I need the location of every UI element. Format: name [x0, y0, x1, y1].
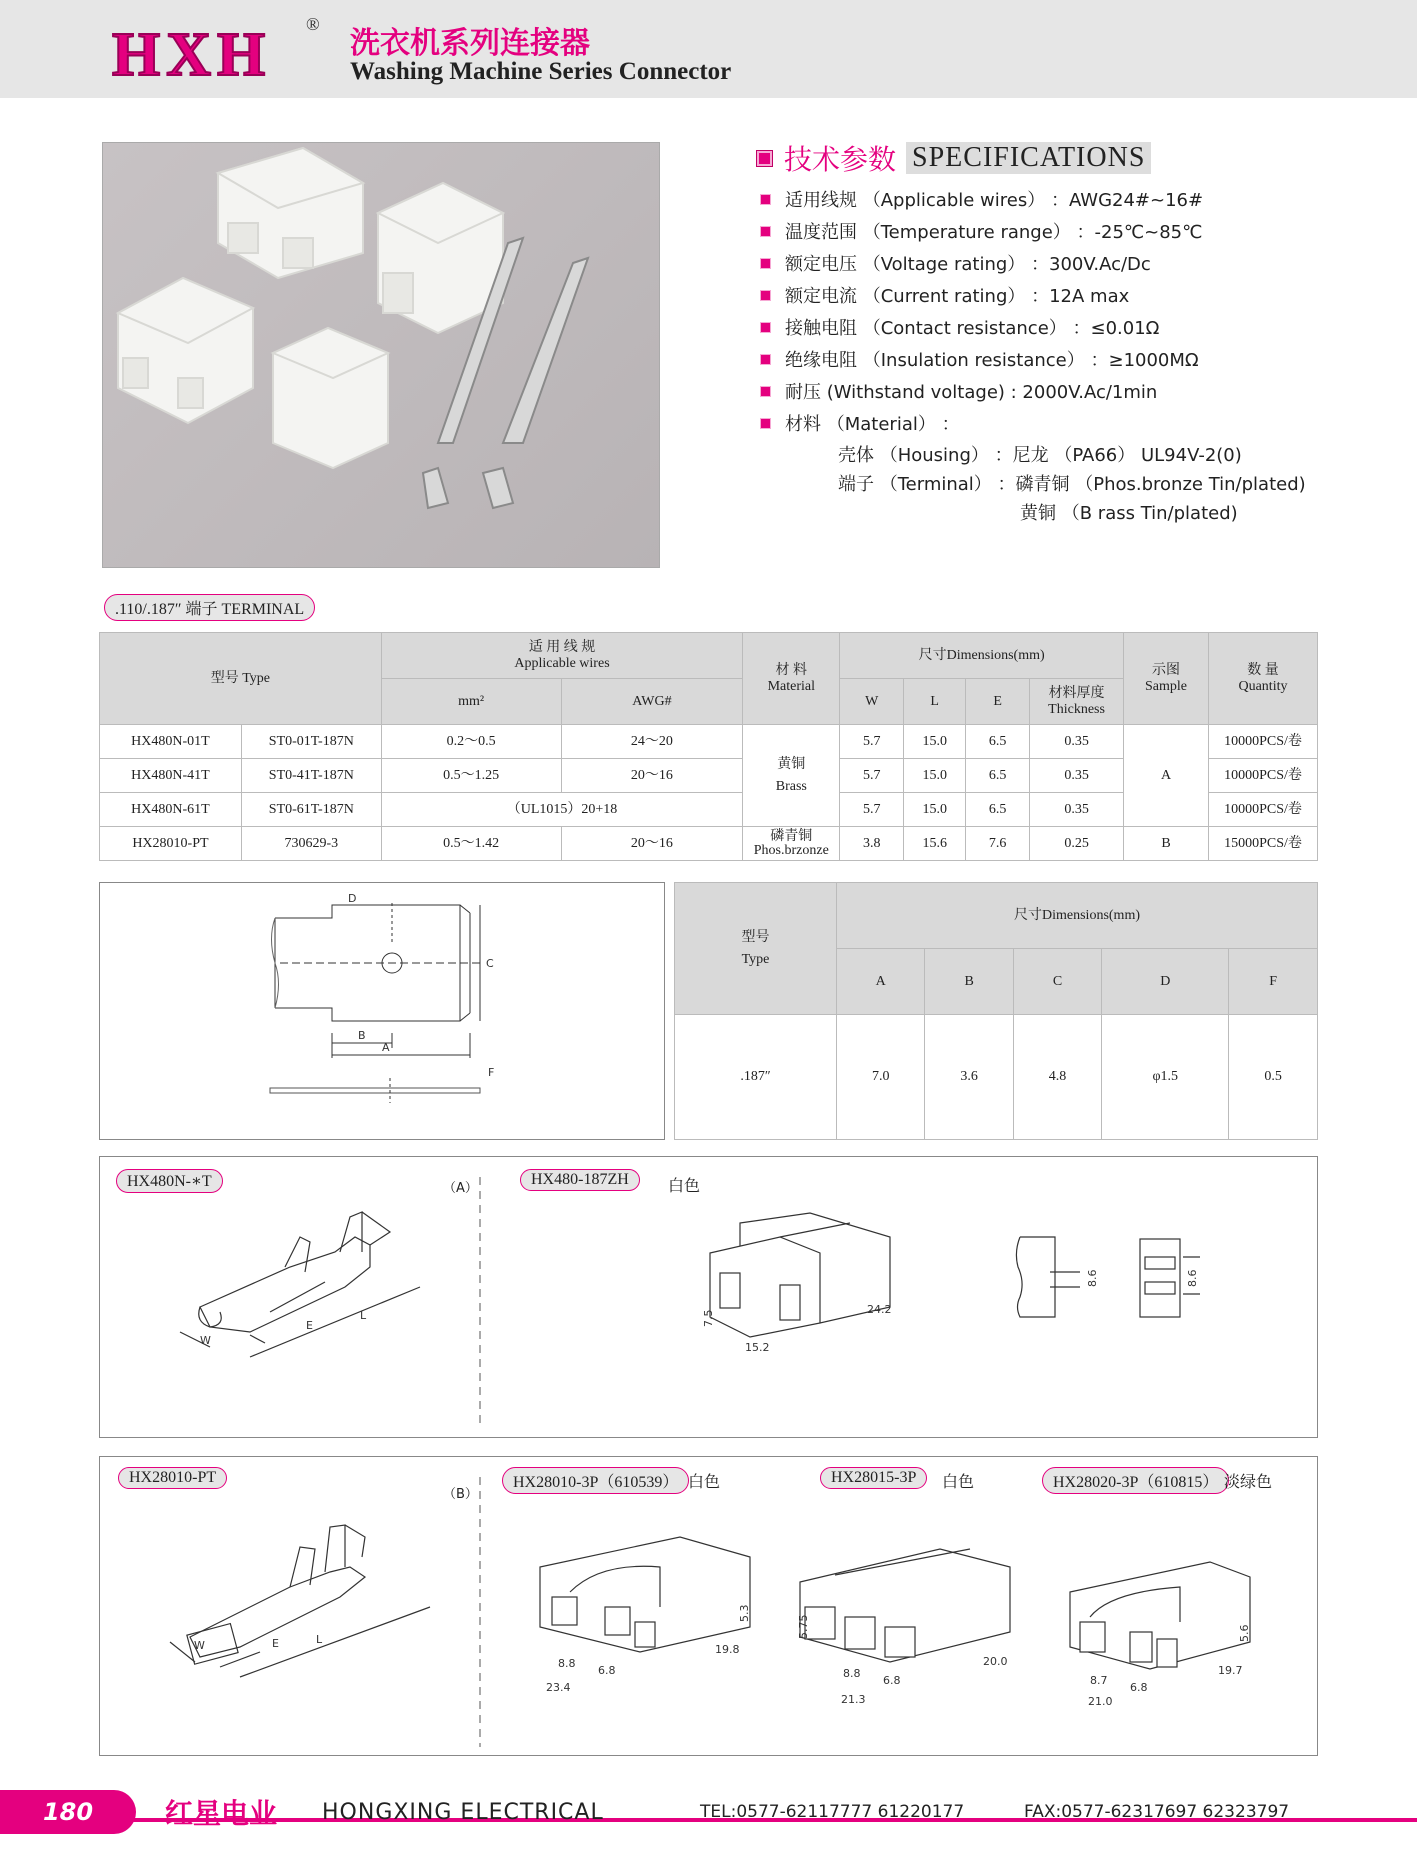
terminal-section-label: .110/.187″ 端子 TERMINAL [104, 594, 315, 621]
spec-line: 温度范围 （Temperature range） ：-25℃~85℃ [760, 218, 1202, 244]
part-label-hx28010-pt: HX28010-PT [118, 1467, 227, 1489]
col-c: C [1013, 949, 1101, 1015]
bullet-icon [760, 354, 771, 365]
spec-line: 耐压 (Withstand voltage) : 2000V.Ac/1min [760, 378, 1157, 404]
dim-d: D [348, 892, 357, 905]
spec-line: 额定电压 （Voltage rating） ：300V.Ac/Dc [760, 250, 1151, 276]
col-b: B [925, 949, 1013, 1015]
spec-terminal: 端子 （Terminal） ：磷青铜 （Phos.bronze Tin/plated) [838, 474, 1306, 495]
dim-b3: 6.8 [883, 1674, 901, 1687]
header-w: W [840, 679, 904, 725]
section-tag-b: （B） [443, 1487, 478, 1502]
header-dimensions: 尺寸Dimensions(mm) [837, 883, 1318, 949]
table-row: HX480N-61T ST0-61T-187N （UL1015）20+18 5.7 15.0 6.5 0.35 10000PCS/卷 [100, 793, 1318, 827]
table-row: HX480N-41T ST0-41T-187N 0.5～1.25 20～16 5.7 15.0 6.5 0.35 10000PCS/卷 [100, 759, 1318, 793]
dim-w: W [194, 1639, 205, 1652]
housing-color: 淡绿色 [1224, 1472, 1273, 1491]
page-title-en: Washing Machine Series Connector [350, 58, 732, 85]
dim-a5: 23.4 [546, 1681, 571, 1694]
spec-line: 绝缘电阻 （Insulation resistance） ：≥1000MΩ [760, 346, 1199, 372]
specs-heading-cn: 技术参数 [784, 143, 897, 176]
spec-line: 接触电阻 （Contact resistance） ：≤0.01Ω [760, 314, 1159, 340]
dim-b: B [358, 1029, 366, 1042]
header-sample: 示图 Sample [1124, 633, 1209, 725]
col-f: F [1229, 949, 1318, 1015]
header-quantity: 数 量 Quantity [1208, 633, 1317, 725]
dim-b5: 21.3 [841, 1693, 866, 1706]
dim-h3: 24.2 [867, 1303, 892, 1316]
header-thickness: 材料厚度 Thickness [1030, 679, 1124, 725]
specs-heading-en: SPECIFICATIONS [906, 142, 1151, 174]
part-label-hx28020-3p: HX28020-3P（610815） [1042, 1467, 1229, 1494]
dim-w: W [200, 1334, 211, 1347]
header-wires: 适 用 线 规 Applicable wires [381, 633, 743, 679]
dim-a1: 5.3 [738, 1604, 751, 1622]
header-e: E [966, 679, 1030, 725]
dim-c3: 6.8 [1130, 1681, 1148, 1694]
spec-line: 适用线规 （Applicable wires） ：AWG24#~16# [760, 186, 1203, 212]
bullet-icon [760, 386, 771, 397]
table-row: HX28010-PT 730629-3 0.5～1.42 20～16 磷青铜 Phos.brzonze 3.8 15.6 7.6 0.25 B 15000PCS/卷 [100, 827, 1318, 861]
header-type: 型号 Type [675, 883, 837, 1015]
telephone: TEL:0577-62117777 61220177 [700, 1802, 965, 1822]
dim-c5: 21.0 [1088, 1695, 1113, 1708]
housing-color: 白色 [688, 1472, 721, 1491]
terminal-drawing [99, 882, 665, 1140]
dim-b4: 20.0 [983, 1655, 1008, 1668]
dim-b2: 8.8 [843, 1667, 861, 1680]
part-label-hx480-187zh: HX480-187ZH [520, 1169, 640, 1191]
bullet-icon [760, 226, 771, 237]
heading-bullet-icon [757, 151, 772, 166]
dim-h1: 7.5 [702, 1309, 715, 1327]
col-a: A [837, 949, 925, 1015]
dim-a4: 19.8 [715, 1643, 740, 1656]
dim-a3: 6.8 [598, 1664, 616, 1677]
dim-l: L [360, 1309, 367, 1322]
bullet-icon [760, 258, 771, 269]
registered-mark: ® [306, 14, 320, 34]
bullet-icon [760, 290, 771, 301]
dim-c: C [486, 957, 494, 970]
part-label-hx480n-t: HX480N-∗T [116, 1169, 223, 1193]
dim-h2: 15.2 [745, 1341, 770, 1354]
dim-h5: 8.6 [1186, 1269, 1199, 1287]
spec-brass: 黄铜 （B rass Tin/plated) [1020, 503, 1238, 524]
spec-housing: 壳体 （Housing） ：尼龙 （PA66） UL94V-2(0) [838, 445, 1242, 466]
bullet-icon [760, 418, 771, 429]
dim-c1: 5.6 [1238, 1624, 1251, 1642]
section-tag-a: （A） [443, 1181, 478, 1196]
header-material: 材 料 Material [743, 633, 840, 725]
material-brass: 黄铜 Brass [743, 725, 840, 827]
specs-heading [757, 140, 1151, 176]
dim-b1: 5.75 [797, 1614, 810, 1639]
dim-a: A [382, 1041, 390, 1054]
table-row: HX480N-01T ST0-01T-187N 0.2～0.5 24～20 黄铜 Brass 5.7 15.0 6.5 0.35 A 10000PCS/卷 [100, 725, 1318, 759]
dim-c2: 8.7 [1090, 1674, 1108, 1687]
dim-a2: 8.8 [558, 1657, 576, 1670]
part-label-hx28010-3p: HX28010-3P（610539） [502, 1467, 689, 1494]
dim-l: L [316, 1633, 323, 1646]
table-row: .187″ 7.0 3.6 4.8 φ1.5 0.5 [675, 1015, 1318, 1140]
section-a [99, 1156, 1318, 1438]
sample-a: A [1124, 725, 1209, 827]
brand-name-en: HONGXING ELECTRICAL [322, 1800, 604, 1825]
page-number: 180 [0, 1790, 136, 1834]
part-label-hx28015-3p: HX28015-3P [820, 1467, 927, 1489]
dim-f: F [488, 1066, 495, 1079]
dim-e: E [272, 1637, 279, 1650]
header-type: 型号 Type [100, 633, 382, 725]
dim-e: E [306, 1319, 313, 1332]
header-dimensions: 尺寸Dimensions(mm) [840, 633, 1124, 679]
header-mm: mm² [381, 679, 561, 725]
col-d: D [1102, 949, 1229, 1015]
dim-c4: 19.7 [1218, 1664, 1243, 1677]
fax: FAX:0577-62317697 62323797 [1024, 1802, 1290, 1822]
page-title-cn: 洗衣机系列连接器 [350, 26, 590, 61]
housing-color: 白色 [668, 1176, 701, 1195]
product-photo [102, 142, 660, 568]
brand-name-cn: 红星电业 [165, 1797, 278, 1830]
dimension-table [674, 882, 1318, 1140]
housing-color: 白色 [942, 1472, 975, 1491]
bullet-icon [760, 194, 771, 205]
bullet-icon [760, 322, 771, 333]
header-l: L [904, 679, 966, 725]
spec-line: 材料 （Material） ： [760, 410, 960, 436]
dim-h4: 8.6 [1086, 1269, 1099, 1287]
header-awg: AWG# [561, 679, 743, 725]
terminal-spec-table [99, 632, 1318, 861]
brand-logo: HXH [112, 21, 272, 89]
spec-line: 额定电流 （Current rating） ：12A max [760, 282, 1129, 308]
section-b [99, 1456, 1318, 1756]
